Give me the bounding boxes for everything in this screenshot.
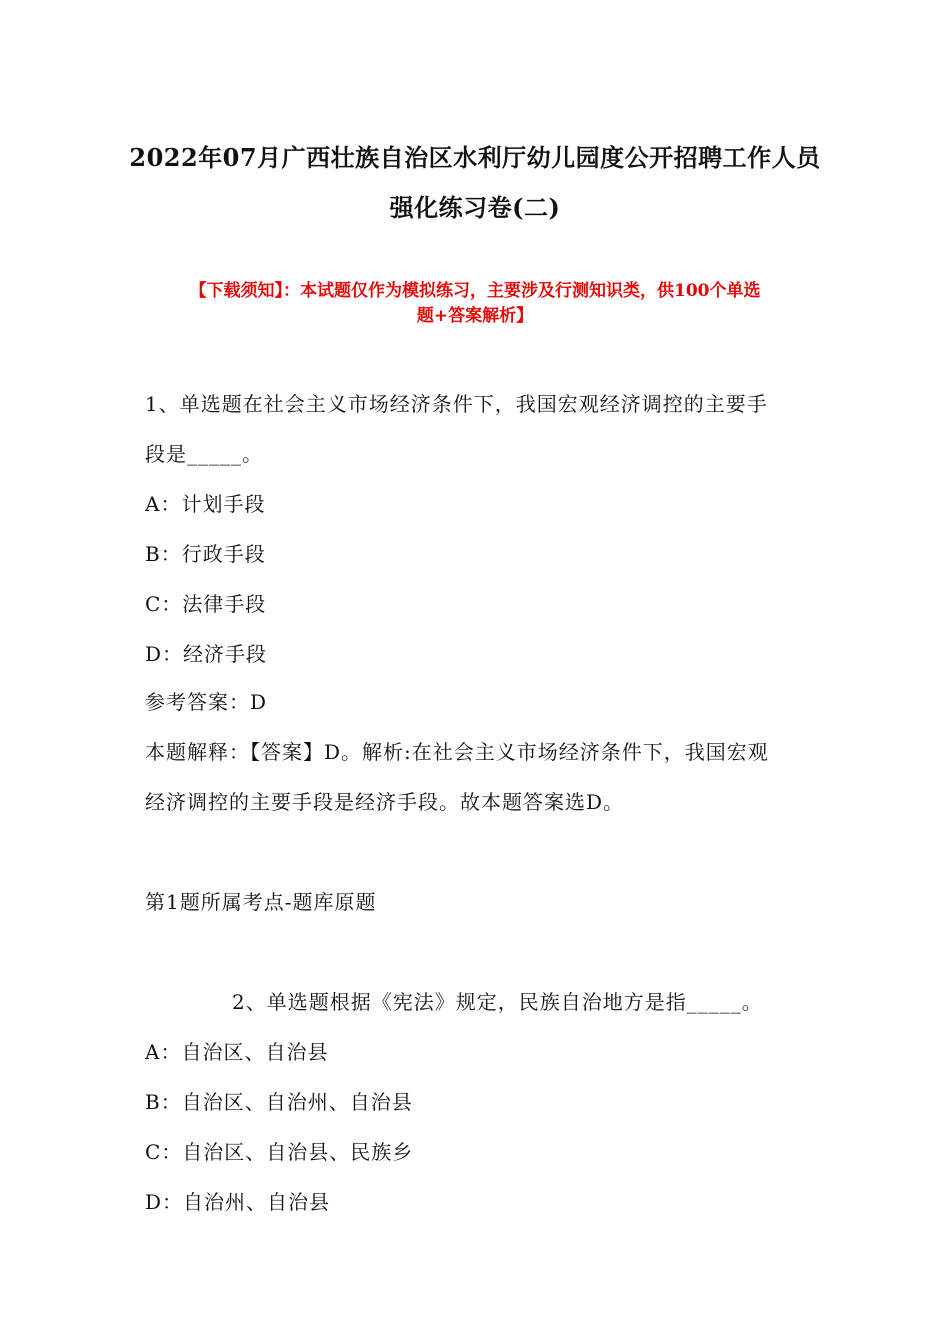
question-1-option-a: A：计划手段 [145,492,266,516]
question-1-point: 第1题所属考点-题库原题 [145,890,377,914]
question-2-option-b: B：自治区、自治州、自治县 [145,1090,413,1114]
question-1-explanation-line1: 本题解释：【答案】D。解析:在社会主义市场经济条件下，我国宏观 [145,740,769,764]
question-2-option-d: D：自治州、自治县 [145,1190,331,1214]
question-2-option-c: C：自治区、自治县、民族乡 [145,1140,414,1164]
document-title-line2: 强化练习卷(二) [389,193,561,222]
download-notice-line1: 【下载须知】：本试题仅作为模拟练习，主要涉及行测知识类，供100个单选 [189,281,761,301]
question-2-stem: 2、单选题根据《宪法》规定，民族自治地方是指_____。 [232,990,763,1014]
question-1-option-b: B：行政手段 [145,542,266,566]
question-1-option-c: C：法律手段 [145,592,267,616]
question-1-stem-line2: 段是_____。 [145,442,263,466]
question-1-explanation-line2: 经济调控的主要手段是经济手段。故本题答案选D。 [145,790,625,814]
document-title-line1: 2022年07月广西壮族自治区水利厅幼儿园度公开招聘工作人员 [129,143,821,172]
download-notice-line2: 题+答案解析】 [416,306,534,326]
question-1-stem-line1: 1、单选题在社会主义市场经济条件下，我国宏观经济调控的主要手 [145,392,768,416]
question-1-option-d: D：经济手段 [145,642,268,666]
question-2-option-a: A：自治区、自治县 [145,1040,329,1064]
question-1-answer: 参考答案：D [145,690,268,714]
